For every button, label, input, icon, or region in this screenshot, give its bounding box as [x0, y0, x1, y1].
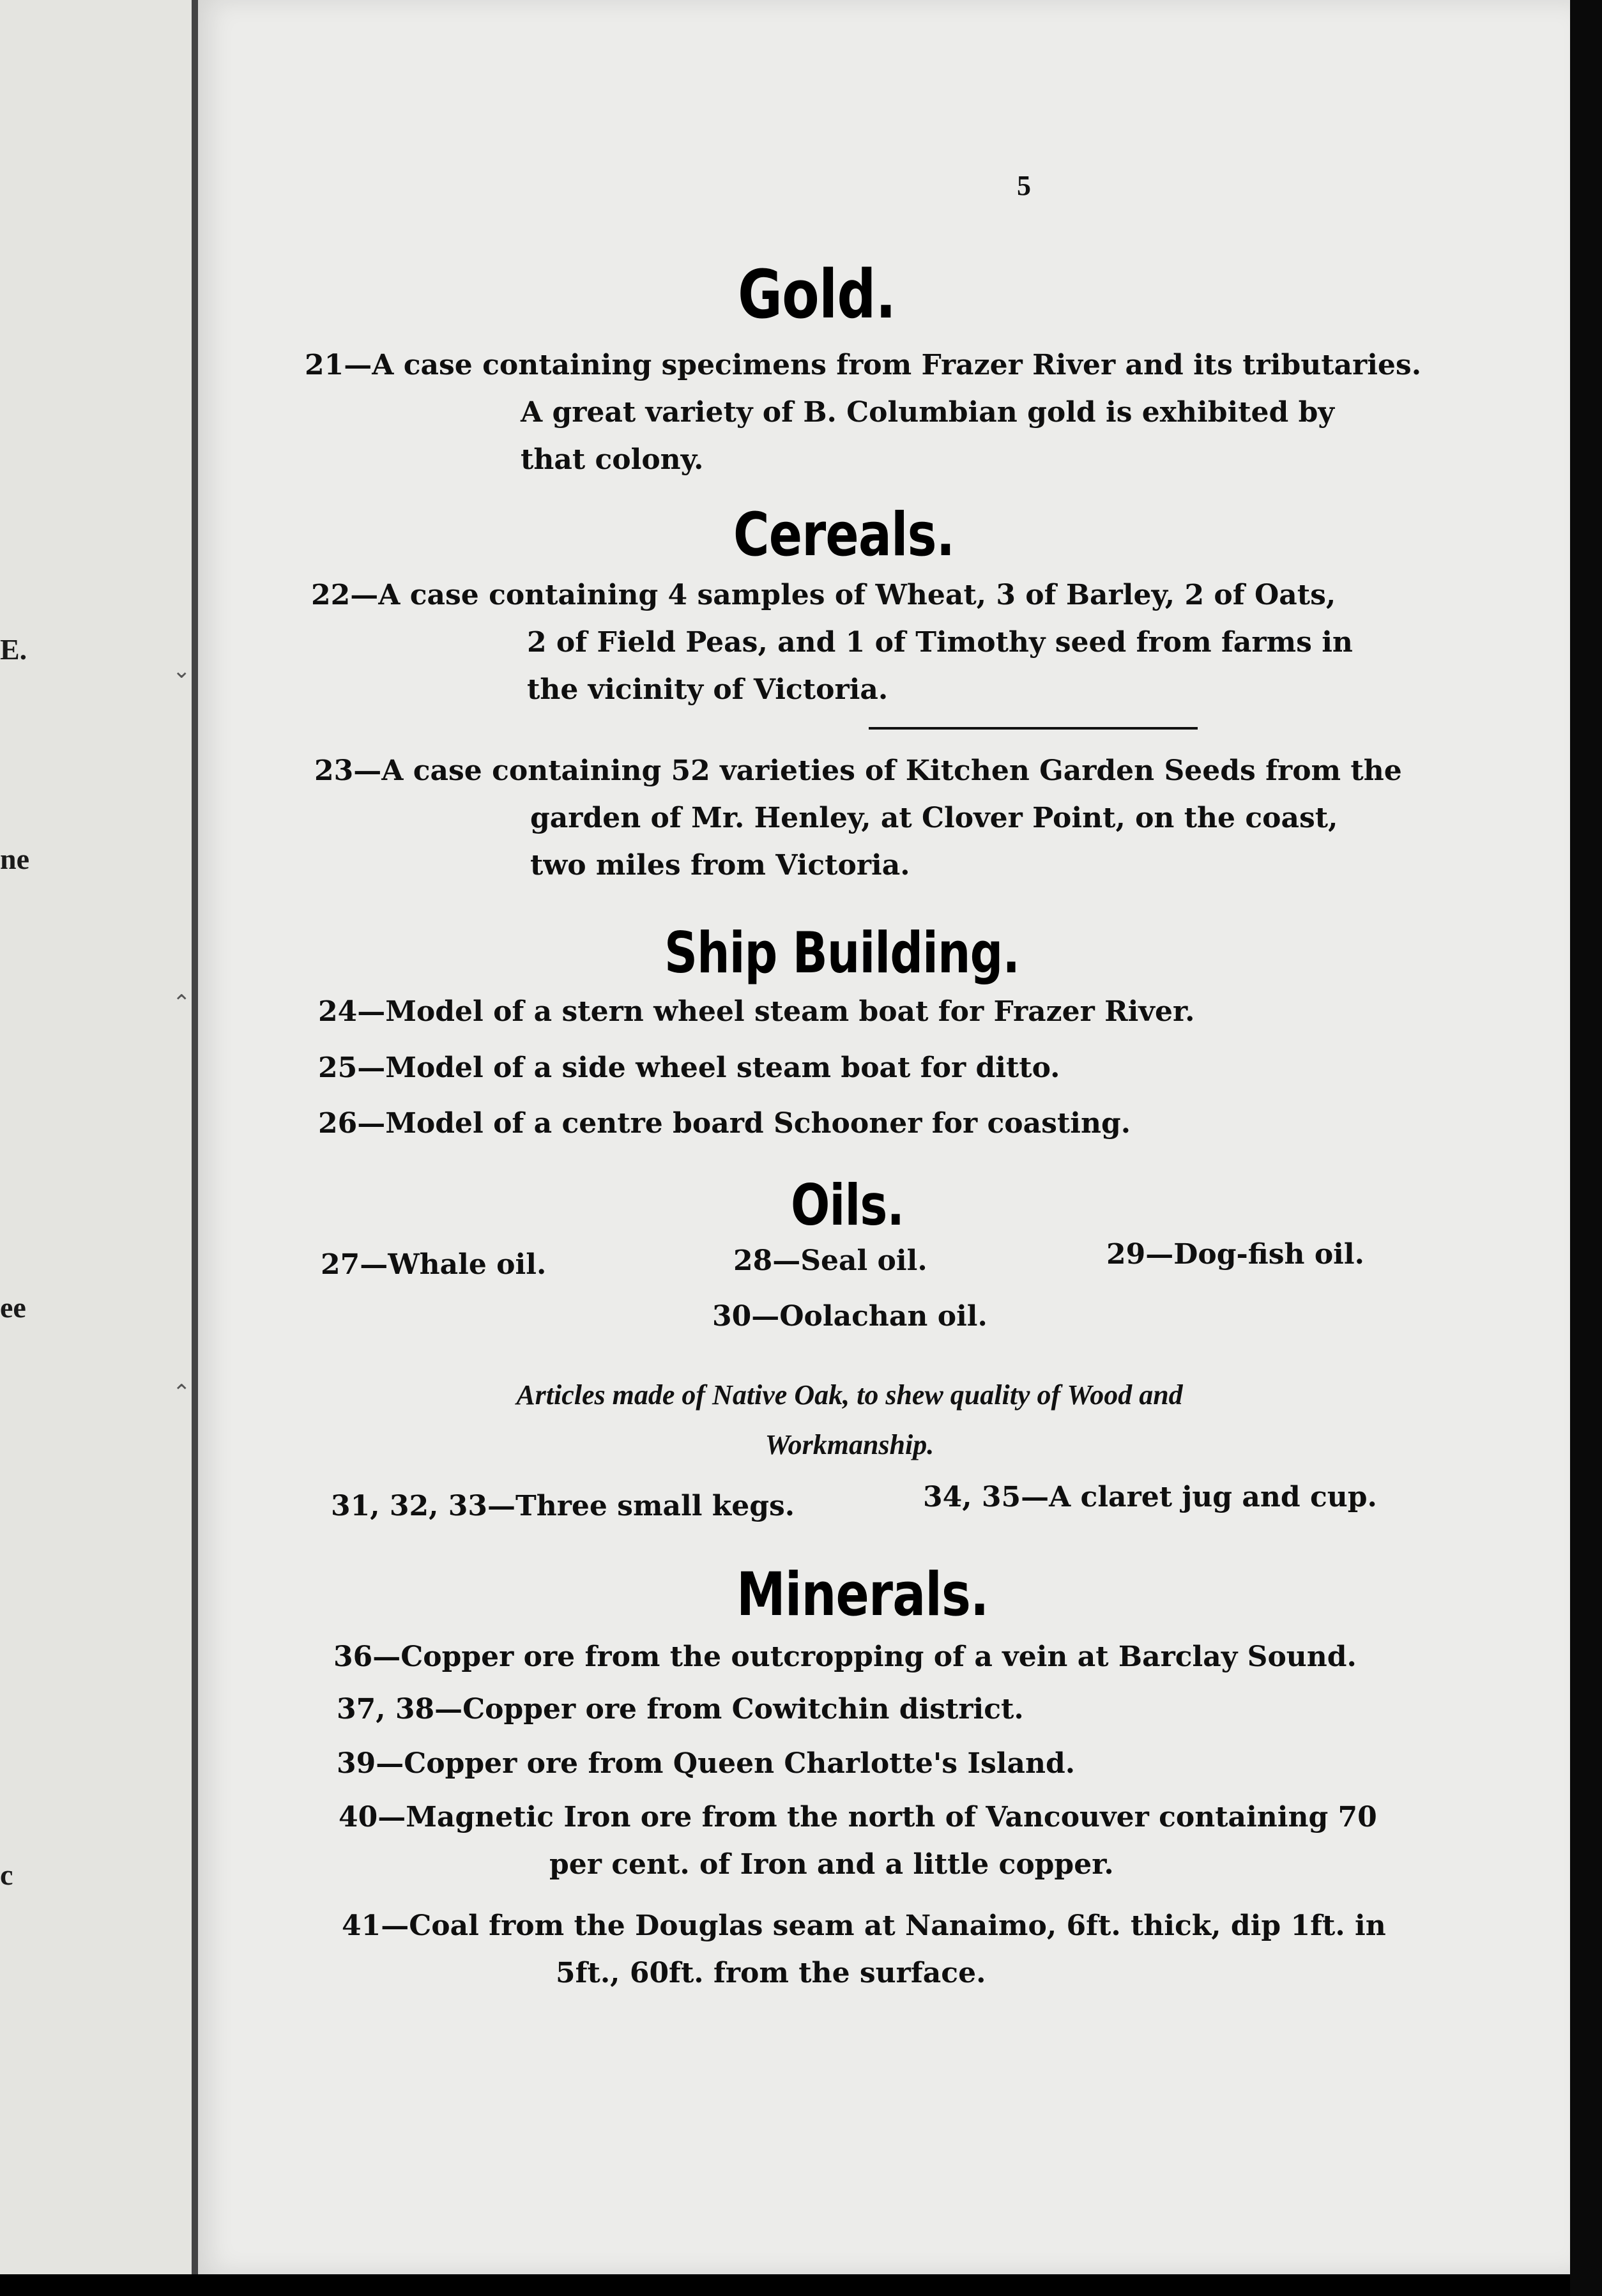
entry-line: that colony. — [521, 443, 704, 476]
entry-line: 22—A case containing 4 samples of Wheat, 3 of Barley, 2 of Oats, — [311, 579, 1336, 611]
entry-line: the vicinity of Victoria. — [527, 673, 889, 706]
facing-page — [0, 0, 198, 2274]
entry-line: 21—A case containing specimens from Frazer River and its tributaries. — [305, 349, 1422, 381]
section-heading-cereals: Cereals. — [733, 500, 955, 570]
note-line: Workmanship. — [765, 1429, 934, 1460]
section-heading-gold: Gold. — [738, 256, 896, 333]
stray-mark: ⌃ — [172, 1381, 191, 1405]
stray-mark: ⌄ — [172, 659, 191, 683]
entry-line: 5ft., 60ft. from the surface. — [556, 1957, 986, 1989]
entry-37-38: 37, 38—Copper ore from Cowitchin district. — [337, 1693, 1024, 1726]
page-number: 5 — [1017, 170, 1031, 201]
entry-27: 27—Whale oil. — [321, 1248, 547, 1281]
facing-page-fragment: c — [0, 1858, 13, 1891]
page-edge-shadow — [1570, 0, 1602, 2296]
entry-line: A great variety of B. Columbian gold is exhibited by — [521, 396, 1334, 429]
entry-31-33: 31, 32, 33—Three small kegs. — [331, 1490, 795, 1522]
entry-22 — [311, 572, 1353, 714]
entry-39: 39—Copper ore from Queen Charlotte's Island. — [337, 1747, 1076, 1780]
facing-page-fragment: E. — [0, 633, 27, 666]
entry-28: 28—Seal oil. — [733, 1244, 927, 1277]
entry-23 — [314, 747, 1402, 889]
entry-41 — [342, 1902, 1386, 1997]
note-line: Articles made of Native Oak, to shew quality of Wood and — [516, 1379, 1183, 1411]
document-page — [172, 0, 1575, 2274]
binding-gutter — [192, 0, 198, 2274]
entry-24: 24—Model of a stern wheel steam boat for Frazer River. — [318, 995, 1195, 1028]
facing-page-fragment: ee — [0, 1291, 26, 1324]
entry-34-35: 34, 35—A claret jug and cup. — [923, 1481, 1377, 1513]
entry-29: 29—Dog-fish oil. — [1106, 1238, 1364, 1271]
entry-36: 36—Copper ore from the outcropping of a vein at Barclay Sound. — [333, 1641, 1357, 1673]
section-heading-oils: Oils. — [791, 1172, 904, 1238]
entry-25: 25—Model of a side wheel steam boat for ditto. — [318, 1052, 1060, 1084]
entry-40 — [339, 1794, 1377, 1888]
entry-line: 2 of Field Peas, and 1 of Timothy seed from farms in — [527, 626, 1353, 659]
section-heading-ship-building: Ship Building. — [664, 920, 1020, 986]
facing-page-fragment: ne — [0, 843, 29, 875]
entry-26: 26—Model of a centre board Schooner for coasting. — [318, 1107, 1131, 1140]
section-heading-minerals: Minerals. — [736, 1560, 989, 1630]
entry-line: garden of Mr. Henley, at Clover Point, on the coast, — [530, 802, 1338, 834]
section-note-native-oak — [402, 1370, 1297, 1470]
section-divider — [869, 727, 1198, 730]
entry-21 — [305, 342, 1421, 484]
entry-30: 30—Oolachan oil. — [712, 1300, 988, 1333]
entry-line: 40—Magnetic Iron ore from the north of Vancouver containing 70 — [339, 1801, 1377, 1833]
entry-line: two miles from Victoria. — [530, 849, 910, 882]
stray-mark: ⌃ — [172, 991, 191, 1015]
entry-line: 41—Coal from the Douglas seam at Nanaimo, 6ft. thick, dip 1ft. in — [342, 1910, 1386, 1942]
entry-line: 23—A case containing 52 varieties of Kitchen Garden Seeds from the — [314, 754, 1402, 787]
entry-line: per cent. of Iron and a little copper. — [549, 1848, 1114, 1881]
